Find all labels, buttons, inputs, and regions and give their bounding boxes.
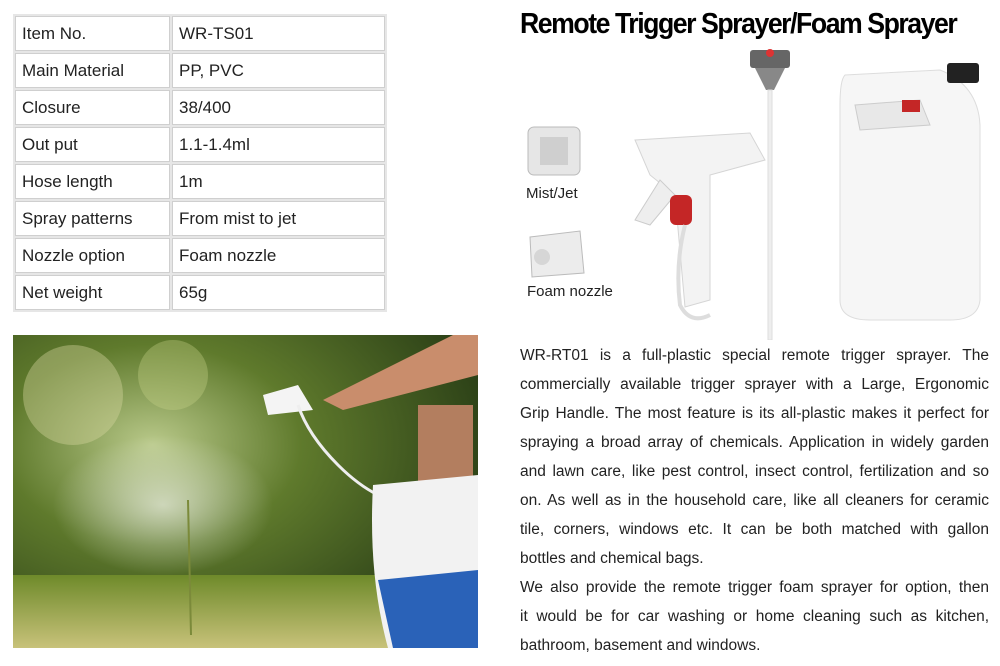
dip-tube-cap-image [750, 49, 790, 340]
spec-label: Hose length [15, 164, 170, 199]
spec-value: 1m [172, 164, 385, 199]
spec-value: 1.1-1.4ml [172, 127, 385, 162]
description-line: bottles and chemical bags. [520, 550, 704, 567]
foam-nozzle-label: Foam nozzle [527, 283, 613, 300]
spec-row [15, 127, 385, 162]
spec-table [13, 14, 387, 312]
garden-spray-photo [13, 335, 478, 648]
description-line: We also provide the remote trigger foam sprayer for option, then [520, 579, 989, 596]
spec-row [15, 164, 385, 199]
trigger-sprayer-image [635, 133, 765, 318]
spec-row [15, 275, 385, 310]
description-paragraph-1 [520, 341, 989, 573]
description-line: spraying a broad array of chemicals. Application in widely garden [520, 434, 989, 451]
spec-label: Main Material [15, 53, 170, 88]
spec-value: 65g [172, 275, 385, 310]
spec-value: 38/400 [172, 90, 385, 125]
foam-nozzle-image [530, 231, 584, 277]
product-description [520, 341, 989, 660]
spec-label: Closure [15, 90, 170, 125]
description-line: on. As well as in the household care, like all cleaners for ceramic [520, 492, 989, 509]
page-title: Remote Trigger Sprayer/Foam Sprayer [520, 8, 957, 40]
description-line: and lawn care, like pest control, insect control, fertilization and so [520, 463, 989, 480]
spec-row [15, 90, 385, 125]
product-images [510, 45, 1000, 340]
spec-row [15, 16, 385, 51]
spec-label: Out put [15, 127, 170, 162]
description-line: commercially available trigger sprayer with a Large, Ergonomic [520, 376, 989, 393]
spec-value: Foam nozzle [172, 238, 385, 273]
description-line: bathroom, basement and windows. [520, 637, 761, 654]
spec-row [15, 238, 385, 273]
spec-value: WR-TS01 [172, 16, 385, 51]
spec-label: Spray patterns [15, 201, 170, 236]
spec-value: From mist to jet [172, 201, 385, 236]
description-line: WR-RT01 is a full-plastic special remote trigger sprayer. The [520, 347, 989, 364]
description-line: Grip Handle. The most feature is its all-plastic makes it perfect for [520, 405, 989, 422]
spec-label: Nozzle option [15, 238, 170, 273]
spec-row [15, 201, 385, 236]
spec-label: Item No. [15, 16, 170, 51]
spec-row [15, 53, 385, 88]
description-paragraph-2 [520, 573, 989, 660]
spec-label: Net weight [15, 275, 170, 310]
description-line: it would be for car washing or home cleaning such as kitchen, [520, 608, 989, 625]
spec-value: PP, PVC [172, 53, 385, 88]
description-line: tile, corners, windows etc. It can be both matched with gallon [520, 521, 989, 538]
mist-jet-label: Mist/Jet [526, 185, 578, 202]
mist-jet-nozzle-image [528, 127, 580, 175]
gallon-bottle-image [840, 63, 980, 320]
